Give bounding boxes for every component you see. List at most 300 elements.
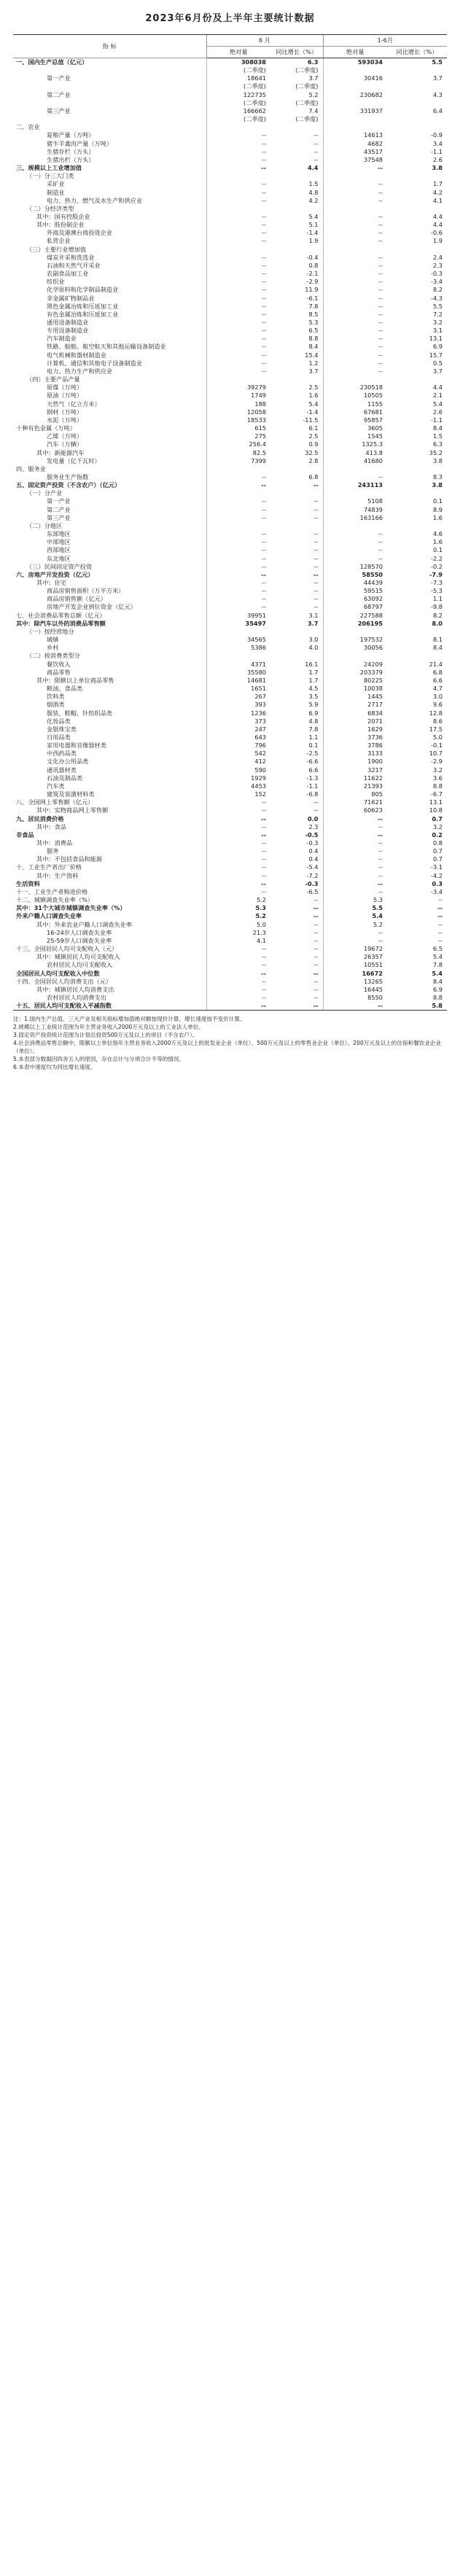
cell-indicator: 城镇 [47,636,59,644]
cell-month-absolute: -- [206,863,270,871]
cell-half-absolute: -- [323,855,387,863]
cell-month-absolute: 35580 [206,669,270,677]
cell-month-absolute: 1929 [206,774,270,782]
cell-half-absolute: -- [323,237,387,245]
footnote-line: 6.本表中速度均为同比增长速度。 [13,1064,96,1071]
cell-half-growth: 3.7 [432,74,443,82]
cell-month-absolute: -- [206,1002,270,1011]
cell-month-growth: 3.7 [308,74,319,82]
cell-month-absolute: 412 [206,758,270,766]
cell-half-growth: 2.1 [432,392,443,400]
table-row [13,872,447,880]
cell-month-growth: 6.6 [308,766,319,774]
cell-month-absolute: 643 [206,734,270,742]
page-title: 2023年6月份及上半年主要统计数据 [145,13,315,24]
cell-indicator [13,66,206,74]
cell-month-growth: -0.3 [306,839,319,847]
cell-half-growth: -0.1 [431,742,443,750]
cell-month-absolute [206,375,270,384]
cell-half-growth: 6.5 [432,945,443,953]
cell-month-absolute: -- [206,603,270,611]
cell-half-absolute: 2717 [323,701,387,709]
cell-month-growth: 2.5 [308,384,319,392]
cell-month-absolute: 542 [206,750,270,758]
cell-half-absolute: 16672 [323,970,387,978]
cell-indicator: 西部地区 [47,546,71,554]
table-row [13,91,447,99]
table-row [13,904,447,912]
cell-month-absolute: -- [206,530,270,538]
cell-month-absolute: -- [206,994,270,1002]
cell-half-growth: -- [438,920,443,928]
cell-indicator: 商品房销售额（亿元） [47,595,106,603]
cell-half-absolute: 593034 [323,58,387,67]
cell-indicator: 第二产业 [47,505,71,513]
cell-indicator: 猪牛羊禽肉产量（万吨） [47,139,113,147]
cell-month-absolute [206,205,270,213]
cell-month-absolute [206,172,270,180]
cell-month-absolute: 1651 [206,685,270,693]
cell-month-absolute: -- [206,481,270,489]
cell-month-growth: -- [313,896,319,904]
cell-half-absolute: -- [323,880,387,888]
cell-month-absolute: 615 [206,424,270,432]
cell-month-growth: -- [313,969,319,977]
header-half-absolute: 绝对量 [323,47,387,58]
cell-half-growth: 3.7 [432,367,443,375]
cell-half-growth: -7.9 [429,570,443,578]
cell-month-growth: -- [313,562,319,570]
table-row [13,693,447,701]
table-row [13,156,447,164]
table-row [13,912,447,920]
table-row [13,644,447,652]
cell-month-absolute: -- [206,888,270,896]
cell-month-absolute: -- [206,815,270,823]
cell-half-absolute [323,628,387,636]
cell-half-absolute: 30056 [323,644,387,652]
cell-indicator: 十三、全国居民人均可支配收入（元） [16,945,118,953]
cell-half-absolute: 197532 [323,636,387,644]
cell-half-growth: -4.2 [431,871,443,879]
footnote-line: 5.本表部分数据因四舍五入的原因，存在总计与分项合计不等的情况。 [13,1056,185,1063]
cell-month-growth: -- [313,961,319,969]
cell-month-absolute: -- [206,359,270,367]
cell-month-absolute [206,123,270,131]
cell-half-absolute: 10551 [323,961,387,969]
cell-month-growth: -- [313,993,319,1001]
table-row [13,782,447,790]
cell-month-growth: -- [313,139,319,147]
cell-half-growth: 8.4 [432,644,443,652]
cell-half-absolute: 37548 [323,156,387,164]
cell-half-growth: 4.4 [432,221,443,229]
cell-month-growth: 32.5 [305,448,319,456]
cell-indicator: 黑色金属冶炼和压延加工业 [47,302,119,310]
cell-indicator [13,115,206,123]
cell-month-growth: 0.9 [308,440,319,448]
cell-half-absolute: 227588 [323,612,387,620]
cell-indicator: 十四、全国居民人均消费支出（元） [16,977,112,985]
cell-indicator: 饮料类 [47,693,65,701]
cell-month-growth: -6.5 [306,887,319,895]
cell-month-absolute: 18641 [206,74,270,82]
cell-half-absolute [323,652,387,660]
cell-indicator: 电力、热力生产和供应业 [47,367,113,375]
table-row [13,384,447,392]
cell-month-growth [270,465,323,473]
header-month-absolute: 绝对量 [206,47,270,58]
cell-half-absolute [323,123,387,131]
cell-indicator: 汽车类 [47,782,65,790]
cell-indicator: 全国居民人均可支配收入中位数 [16,969,100,977]
table-row [13,978,447,986]
table-body [13,58,447,1011]
cell-month-absolute [206,246,270,254]
cell-month-absolute: (二季度) [206,66,270,74]
table-row [13,863,447,871]
table-row [13,806,447,814]
cell-half-growth: 4.7 [432,685,443,693]
cell-month-growth: 1.5 [308,180,319,188]
table-row [13,571,447,579]
cell-half-absolute: -- [323,823,387,831]
cell-month-absolute: -- [206,546,270,554]
cell-half-absolute: 3217 [323,766,387,774]
cell-half-absolute: 13265 [323,978,387,986]
cell-month-absolute: 5.3 [206,904,270,912]
cell-month-absolute: -- [206,880,270,888]
cell-month-absolute: -- [206,286,270,294]
cell-half-absolute: -- [323,359,387,367]
cell-indicator: 通用设备制造业 [47,319,89,326]
table-row [13,197,447,205]
cell-month-growth: 5.4 [308,212,319,220]
cell-indicator: 十五、居民人均可支配收入平减指数 [13,1002,206,1011]
cell-month-growth: -5.4 [306,863,319,871]
cell-half-growth: 4.1 [432,196,443,204]
cell-indicator: 商品零售 [47,668,71,676]
table-row [13,717,447,725]
cell-half-growth: 2.6 [432,155,443,163]
cell-half-absolute: 1900 [323,758,387,766]
cell-indicator: 十、工业生产者出厂价格 [16,863,82,871]
cell-indicator: 其中：31个大城市城镇调查失业率（%） [16,904,126,912]
cell-half-growth: 0.7 [432,855,443,863]
cell-half-growth: 2.3 [432,261,443,269]
footnote-line: 3.固定资产投资统计范围为计划总投资500万元及以上的项目（不含农户）。 [13,1032,198,1039]
cell-indicator: 通讯器材类 [47,766,77,774]
table-row [13,652,447,660]
cell-indicator: 烟酒类 [47,701,65,709]
cell-half-absolute: 60623 [323,806,387,814]
table-row [13,148,447,156]
cell-half-absolute: 68797 [323,603,387,611]
cell-half-growth: -3.4 [431,278,443,286]
cell-month-growth: -6.6 [306,758,319,766]
cell-month-absolute: -- [206,254,270,262]
cell-indicator: 汽车制造业 [47,335,77,343]
cell-month-growth: 4.4 [307,164,319,172]
cell-half-absolute: 63092 [323,595,387,603]
cell-half-growth: 15.7 [429,351,443,359]
cell-half-growth: 6.9 [432,985,443,993]
cell-half-growth: 3.8 [432,164,443,172]
cell-indicator: 25-59岁人口调查失业率 [47,936,112,944]
table-row [13,579,447,587]
cell-month-absolute: 39279 [206,384,270,392]
table-row [13,180,447,188]
table-row [13,189,447,197]
cell-month-growth: 6.1 [308,424,319,432]
table-row [13,449,447,457]
cell-half-growth: 5.4 [432,969,443,977]
cell-half-growth: -0.9 [431,131,443,139]
cell-month-absolute: (二季度) [206,115,270,123]
cell-half-growth: 8.2 [432,286,443,294]
cell-half-absolute: 1445 [323,693,387,701]
cell-half-growth: 3.0 [432,693,443,701]
footnote-line: 注：1.国内生产总值、三大产业及相关指标增加值绝对额按现价计算，增长速度按不变价计算。 [13,1016,246,1023]
cell-indicator: 农副食品加工业 [47,270,89,278]
cell-month-absolute [206,652,270,660]
cell-indicator: 其中：消费品 [36,839,73,847]
cell-half-growth: 1.7 [432,180,443,188]
cell-half-absolute [323,465,387,473]
table-row [13,896,447,904]
cell-indicator: （三）主要行业增加值 [26,245,86,253]
cell-month-absolute: 373 [206,717,270,725]
cell-half-absolute: 59515 [323,587,387,595]
cell-month-absolute: 166662 [206,107,270,115]
cell-month-absolute: -- [206,229,270,237]
cell-month-absolute: 4453 [206,782,270,790]
cell-half-absolute: -- [323,888,387,896]
cell-indicator: 九、居民消费价格 [16,814,64,822]
cell-month-growth: 6.8 [308,472,319,480]
cell-half-absolute: -- [323,538,387,546]
cell-half-absolute: -- [323,327,387,335]
cell-indicator: 石油和天然气开采业 [47,261,101,269]
cell-half-absolute: -- [323,351,387,359]
cell-half-growth [387,522,447,530]
cell-month-growth [270,375,323,384]
cell-indicator: 第一产业 [47,74,71,82]
cell-half-absolute: 128570 [323,563,387,571]
table-row [13,506,447,514]
cell-half-absolute: 10505 [323,392,387,400]
cell-month-absolute: 1749 [206,392,270,400]
cell-half-growth: -4.3 [431,294,443,302]
cell-month-growth: -2.1 [306,270,319,278]
cell-half-growth [387,246,447,254]
cell-indicator: （二）分地区 [26,521,63,529]
cell-month-growth: -- [313,587,319,595]
cell-indicator: 制造业 [47,188,65,196]
table-row [13,734,447,742]
table-row [13,465,447,473]
cell-month-absolute: 34565 [206,636,270,644]
cell-month-growth: 8.5 [308,310,319,318]
table-row [13,620,447,628]
cell-indicator: 非金属矿物制品业 [47,294,95,302]
cell-month-growth: -1.3 [306,774,319,782]
table-row [13,774,447,782]
table-row [13,497,447,505]
cell-indicator: 中西药品类 [47,750,77,758]
cell-indicator: 水泥（万吨） [47,416,83,424]
cell-month-absolute: -- [206,343,270,351]
cell-month-growth: 2.8 [308,456,319,464]
cell-indicator: 化妆品类 [47,717,71,725]
cell-half-absolute: -- [323,303,387,311]
cell-month-absolute: -- [206,497,270,505]
cell-month-growth: 4.8 [308,717,319,725]
cell-month-growth: 8.8 [308,335,319,343]
cell-half-absolute: -- [323,270,387,278]
cell-half-growth: 9.6 [432,701,443,709]
cell-indicator: 乙烯（万吨） [47,432,83,440]
table-row [13,115,447,123]
cell-month-growth: -0.5 [305,830,319,838]
cell-half-absolute: -- [323,367,387,375]
cell-indicator: 八、全国网上零售额（亿元） [16,798,94,806]
cell-half-absolute: -- [323,343,387,351]
table-row [13,74,447,82]
cell-month-absolute: 12058 [206,408,270,416]
cell-indicator: 石油及制品类 [47,774,83,782]
cell-indicator: 外来户籍人口调查失业率 [16,912,82,920]
cell-month-absolute: -- [206,506,270,514]
cell-indicator: 农村居民人均消费支出 [47,993,106,1001]
cell-month-absolute: 256.4 [206,440,270,448]
table-row [13,986,447,994]
table-row [13,929,447,937]
table-row [13,790,447,798]
footnotes [13,1015,447,1071]
cell-half-absolute: 19672 [323,945,387,953]
cell-month-growth: (二季度) [295,66,319,74]
table-row [13,229,447,237]
cell-half-absolute: 26357 [323,953,387,961]
cell-half-absolute: 10038 [323,685,387,693]
cell-month-absolute: -- [206,278,270,286]
cell-half-growth: 5.4 [432,400,443,408]
cell-half-absolute: -- [323,872,387,880]
cell-month-growth: -- [313,603,319,611]
table-row [13,587,447,595]
table-row [13,514,447,522]
cell-half-absolute: 3605 [323,424,387,432]
cell-month-growth: 1.6 [308,392,319,400]
cell-month-growth: 3.1 [308,611,319,619]
cell-half-absolute: -- [323,278,387,286]
cell-indicator: 第一产业 [47,497,71,505]
cell-half-absolute: 67681 [323,408,387,416]
cell-indicator: 家用电器和音像器材类 [47,742,106,750]
cell-half-growth: 5.4 [432,953,443,961]
cell-half-absolute: 2071 [323,717,387,725]
cell-indicator: （四）主要产品产量 [26,375,80,384]
cell-month-growth: -0.3 [305,879,319,887]
cell-month-growth: -- [313,806,319,814]
cell-indicator: 计算机、通信和其他电子设备制造业 [47,359,143,367]
table-row [13,888,447,896]
cell-half-growth [387,172,447,180]
cell-indicator: 非食品 [16,830,34,838]
cell-indicator [13,99,206,107]
cell-month-absolute: -- [206,970,270,978]
cell-half-absolute: 5.2 [323,921,387,929]
table-row [13,221,447,229]
cell-indicator: 建筑及装潢材料类 [47,790,95,798]
cell-half-growth: -1.1 [431,147,443,155]
cell-month-growth: 1.7 [308,668,319,676]
cell-half-absolute: -- [323,189,387,197]
cell-month-absolute: 4371 [206,661,270,669]
cell-month-growth: -2.5 [306,750,319,758]
cell-month-absolute: -- [206,237,270,245]
cell-month-growth [270,123,323,131]
cell-half-growth: 6.4 [432,106,443,114]
cell-half-growth: 17.5 [429,725,443,733]
cell-month-growth: 6.3 [307,58,319,66]
cell-month-absolute: 393 [206,701,270,709]
cell-indicator: 七、社会消费品零售总额（亿元） [16,611,106,619]
cell-half-growth: -6.7 [431,790,443,798]
cell-month-growth: 11.9 [305,286,319,294]
cell-month-growth [270,652,323,660]
cell-month-absolute: 796 [206,742,270,750]
cell-half-absolute: -- [323,530,387,538]
cell-indicator: 商品房销售面积（万平方米） [47,587,125,595]
cell-half-absolute [323,205,387,213]
cell-half-growth: -3.1 [431,863,443,871]
cell-month-growth: -2.9 [306,278,319,286]
cell-month-growth: -- [313,530,319,538]
table-row [13,1002,447,1011]
cell-month-growth: (二季度) [295,115,319,123]
cell-indicator: 外商及港澳台商投资企业 [47,229,113,237]
table-row [13,839,447,847]
cell-month-absolute: -- [206,180,270,188]
cell-indicator: 日用品类 [47,733,71,741]
cell-half-absolute: 6834 [323,709,387,717]
footnote-line: 4.社会消费品零售总额中，限额以上单位指年主营业务收入2000万元及以上的批发业企业（单位）、500万元及以上的零售业企业（单位）、200万元及以上的住宿和餐饮业企业（单位）。 [13,1040,442,1055]
cell-indicator: 服务业生产指数 [47,472,89,480]
cell-month-growth: -- [313,538,319,546]
table-row [13,262,447,270]
cell-indicator: 十二、城镇调查失业率（%） [16,896,94,904]
cell-month-growth: 0.0 [307,814,319,822]
cell-half-growth: 0.1 [432,497,443,505]
header-month-growth: 同比增长（%） [270,47,323,58]
cell-half-absolute: -- [323,555,387,563]
cell-half-growth [387,82,447,90]
cell-half-growth: 1.6 [432,538,443,546]
cell-half-growth [387,375,447,384]
table-row [13,815,447,823]
cell-month-growth: 4.0 [308,644,319,652]
cell-month-growth: -1.4 [306,408,319,416]
cell-month-growth: -6.1 [306,294,319,302]
cell-half-absolute: 230518 [323,384,387,392]
cell-month-growth: 8.4 [308,343,319,351]
table-row [13,213,447,221]
table-row [13,994,447,1002]
cell-indicator: 其中：城镇居民人均消费支出 [36,985,114,993]
table-row [13,408,447,416]
